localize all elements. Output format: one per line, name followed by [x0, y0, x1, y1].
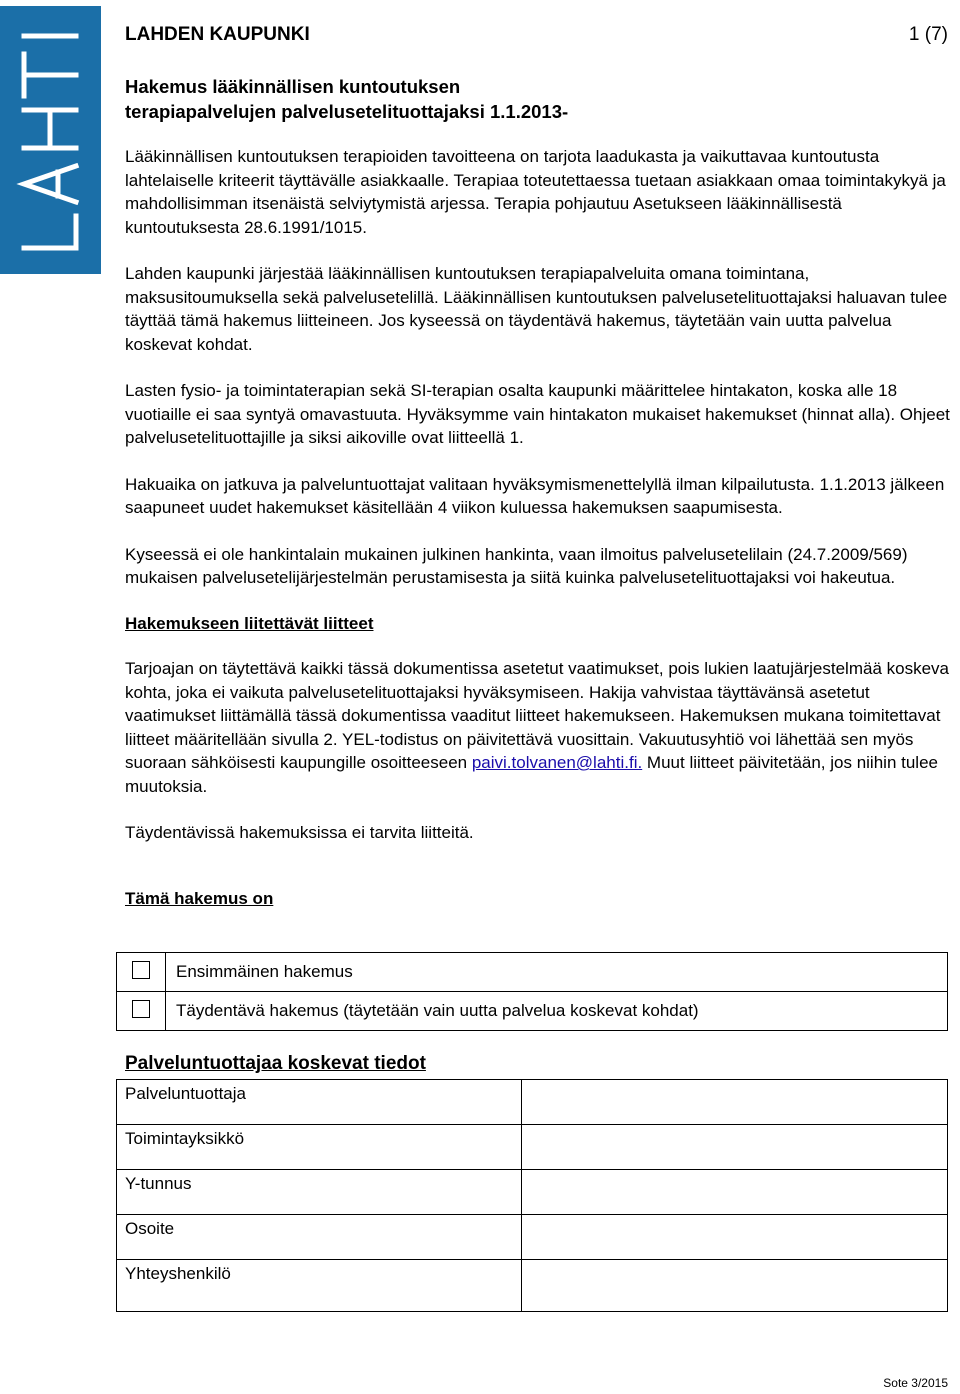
- paragraph-legal: Kyseessä ei ole hankintalain mukainen julkinen hankinta, vaan ilmoitus palvelusetelilain (24.7.2009/569) mukaisen palvelusetelijärjestelmän perustamisesta ja siitä kuinka palvelusetelituottajaksi voi hakeutua.: [125, 544, 908, 587]
- business-id-input[interactable]: [522, 1170, 948, 1215]
- document-title: [125, 74, 955, 124]
- field-label: Toimintayksikkö: [117, 1125, 522, 1170]
- attachments-text-after: Muut liitteet päivitetään, jos niihin tulee muutoksia.: [125, 753, 938, 796]
- provider-row: [117, 1080, 948, 1125]
- attachments-heading-text: Hakemukseen liitettävät liitteet: [125, 613, 374, 633]
- lahti-logo: [0, 6, 101, 274]
- field-label: Yhteyshenkilö: [117, 1260, 522, 1312]
- provider-row: [117, 1215, 948, 1260]
- field-label: Osoite: [117, 1215, 522, 1260]
- application-type-heading-text: Tämä hakemus on: [125, 888, 274, 908]
- title-line-1: Hakemus lääkinnällisen kuntoutuksen: [125, 76, 461, 97]
- provider-row: [117, 1260, 948, 1312]
- option-label: Ensimmäinen hakemus: [166, 953, 948, 992]
- attachments-heading: [125, 612, 955, 636]
- provider-heading: Palveluntuottajaa koskevat tiedot: [125, 1053, 426, 1074]
- provider-row: [117, 1170, 948, 1215]
- contact-person-input[interactable]: [522, 1260, 948, 1312]
- attachments-text-before: Tarjoajan on täytettävä kaikki tässä dokumentissa asetetut vaatimukset, pois lukien laatujärjestelmää koskeva kohta, joka ei vaikuta palvelusetelituottajaksi hyväksymiseen. Hakija vahvistaa täyttävänsä asetetut vaatimukset liittämällä tässä dokumentissa vaaditut liitteet hakemukseen. Hakemuksen mukana toimitettavat liitteet määritellään sivulla 2. YEL-todistus on päivitettävä vuosittain. Vakuutusyhtiö voi lähettää sen myös suoraan sähköisesti kaupungille osoitteeseen: [125, 659, 949, 772]
- page-number: 1 (7): [908, 24, 948, 45]
- checkbox-cell: [117, 992, 166, 1031]
- option-row-supplementary: [117, 992, 948, 1031]
- paragraph-organization: Lahden kaupunki järjestää lääkinnällisen kuntoutuksen terapiapalveluita omana toimintana, maksusitoumuksella sekä palvelusetelillä. Lääkinnällisen kuntoutuksen palvelusetelituottajaksi haluavan tulee täyttää tämä hakemus liitteineen. Jos kyseessä on täydentävä hakemus, täytetään vain uutta palvelua koskevat kohdat.: [125, 264, 948, 354]
- document-body: [125, 74, 955, 932]
- checkbox-cell: [117, 953, 166, 992]
- lahti-logo-mark: [0, 6, 101, 274]
- operating-unit-input[interactable]: [522, 1125, 948, 1170]
- paragraph-goals: Lääkinnällisen kuntoutuksen terapioiden tavoitteena on tarjota laadukasta ja vaikuttavaa kuntoutusta lahtelaiselle kriteerit täyttävälle asiakkaalle. Terapiaa toteutettaessa tuetaan asiakkaan omaa toimintakykyä ja mahdollisimman itsenäistä selviytymistä arjessa. Terapia pohjautuu Asetukseen lääkinnällisestä kuntoutuksesta 28.6.1991/1015.: [125, 147, 946, 237]
- paragraph-attachments: [125, 657, 955, 798]
- field-label: Y-tunnus: [117, 1170, 522, 1215]
- supplementary-application-checkbox[interactable]: [132, 1000, 150, 1018]
- provider-name-input[interactable]: [522, 1080, 948, 1125]
- application-type-heading: [125, 887, 955, 911]
- provider-info-table: [116, 1079, 948, 1312]
- email-link[interactable]: paivi.tolvanen@lahti.fi.: [471, 753, 643, 772]
- title-line-2: terapiapalvelujen palvelusetelituottajaksi 1.1.2013-: [125, 101, 569, 122]
- paragraph-application-period: Hakuaika on jatkuva ja palveluntuottajat valitaan hyväksymismenettelyllä ilman kilpailutusta. 1.1.2013 jälkeen saapuneet uudet hakemukset käsitellään 4 viikon kuluessa hakemuksen saapumisesta.: [125, 474, 945, 517]
- provider-row: [117, 1125, 948, 1170]
- footer-code: Sote 3/2015: [883, 1376, 948, 1390]
- address-input[interactable]: [522, 1215, 948, 1260]
- paragraph-supplementary-note: Täydentävissä hakemuksissa ei tarvita liitteitä.: [125, 823, 474, 842]
- paragraph-children: Lasten fysio- ja toimintaterapian sekä SI-terapian osalta kaupunki määrittelee hintakaton, koska alle 18 vuotiaille ei saa syntyä omavastuuta. Hyväksymme vain hintakaton mukaiset hakemukset (hinnat alla). Ohjeet palvelusetelituottajille ja siksi aikoville ovat liitteellä 1.: [125, 381, 950, 447]
- first-application-checkbox[interactable]: [132, 961, 150, 979]
- field-label: Palveluntuottaja: [117, 1080, 522, 1125]
- application-type-table: [116, 952, 948, 1031]
- organization-name: LAHDEN KAUPUNKI: [125, 24, 310, 45]
- option-row-first: [117, 953, 948, 992]
- option-label: Täydentävä hakemus (täytetään vain uutta palvelua koskevat kohdat): [166, 992, 948, 1031]
